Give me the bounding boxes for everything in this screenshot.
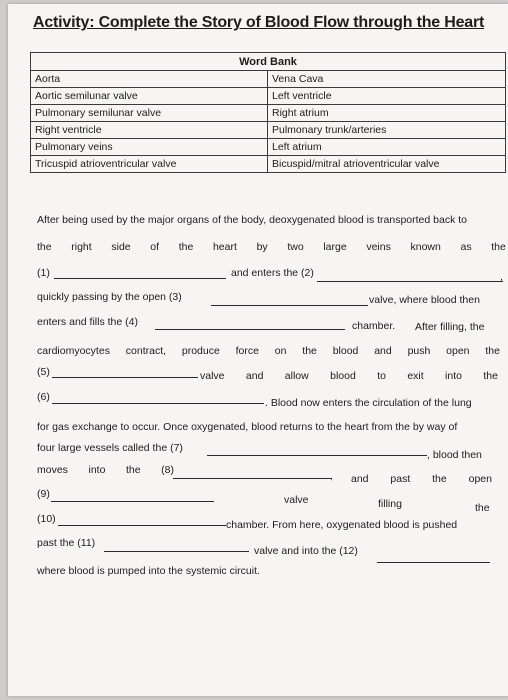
story-line-11a: moves into the (8) [37,464,174,476]
answer-blank-3[interactable] [211,305,368,306]
story-text: chamber. From here, oxygenated blood is pushed [226,519,458,531]
story-line-1: After being used by the major organs of the body, deoxygenated blood is transported back to [37,214,467,226]
word-bank-table [30,52,506,173]
answer-blank-5[interactable] [52,377,198,378]
answer-blank-7[interactable] [207,455,427,456]
story-text: where blood is pumped into the systemic circuit. [37,565,260,577]
word-bank-term: Pulmonary veins [31,139,268,156]
word-bank-term: Aorta [31,71,268,88]
word-bank-row [31,105,506,122]
story-line-7: valve and allow blood to exit into the [200,370,498,382]
word-bank-term: Left ventricle [268,88,506,105]
story-text: , blood then [427,449,482,461]
answer-blank-6[interactable] [52,403,264,404]
story-text: valve and into the (12) [254,545,358,557]
answer-blank-4[interactable] [155,329,345,330]
blank-label-5: (5) [37,366,50,378]
word-bank-term: Right ventricle [31,122,268,139]
word-bank-row [31,139,506,156]
answer-blank-11[interactable] [104,551,249,552]
word-bank-row [31,156,506,173]
blank-label-6: (6) [37,391,50,403]
story-text: enters and fills the (4) [37,316,138,328]
story-text: valve [284,494,309,506]
activity-title: Activity: Complete the Story of Blood Flow through the Heart [33,14,485,31]
blank-label-10: (10) [37,513,56,525]
answer-blank-12[interactable] [377,562,490,563]
word-bank-row [31,71,506,88]
word-bank-header: Word Bank [31,53,506,71]
word-bank-row [31,88,506,105]
story-text: the [475,502,490,514]
word-bank-term: Left atrium [268,139,506,156]
word-bank-term: Right atrium [268,105,506,122]
story-text: four large vessels called the (7) [37,442,183,454]
story-line-6: cardiomyocytes contract, produce force on the blood and push open the [37,345,500,357]
story-line-11b: and past the open [351,473,492,485]
story-text: chamber. [352,320,396,332]
story-text: quickly passing by the open (3) [37,291,182,303]
word-bank-term: Vena Cava [268,71,506,88]
story-text: valve, where blood then [369,294,480,306]
word-bank-term: Tricuspid atrioventricular valve [31,156,268,173]
story-text: and enters the (2) [231,267,314,279]
answer-blank-1[interactable] [54,278,226,279]
story-text: . Blood now enters the circulation of the lung [265,397,472,409]
answer-blank-8[interactable] [173,478,331,479]
story-text: , [500,271,503,283]
word-bank-term: Pulmonary trunk/arteries [268,122,506,139]
story-text: for gas exchange to occur. Once oxygenated, blood returns to the heart from the by way of [37,421,458,433]
blank-label-1: (1) [37,267,50,279]
story-line-2: the right side of the heart by two large veins known as the [37,241,506,253]
word-bank-term: Bicuspid/mitral atrioventricular valve [268,156,506,173]
story-text: past the (11) [37,537,96,549]
story-text: filling [378,498,402,510]
answer-blank-2[interactable] [317,281,503,282]
answer-blank-9[interactable] [51,501,214,502]
word-bank-term: Pulmonary semilunar valve [31,105,268,122]
answer-blank-10[interactable] [58,525,226,526]
story-text: After filling, the [415,321,485,333]
word-bank-row [31,122,506,139]
word-bank-term: Aortic semilunar valve [31,88,268,105]
blank-label-9: (9) [37,488,50,500]
story-text: , [330,470,333,482]
